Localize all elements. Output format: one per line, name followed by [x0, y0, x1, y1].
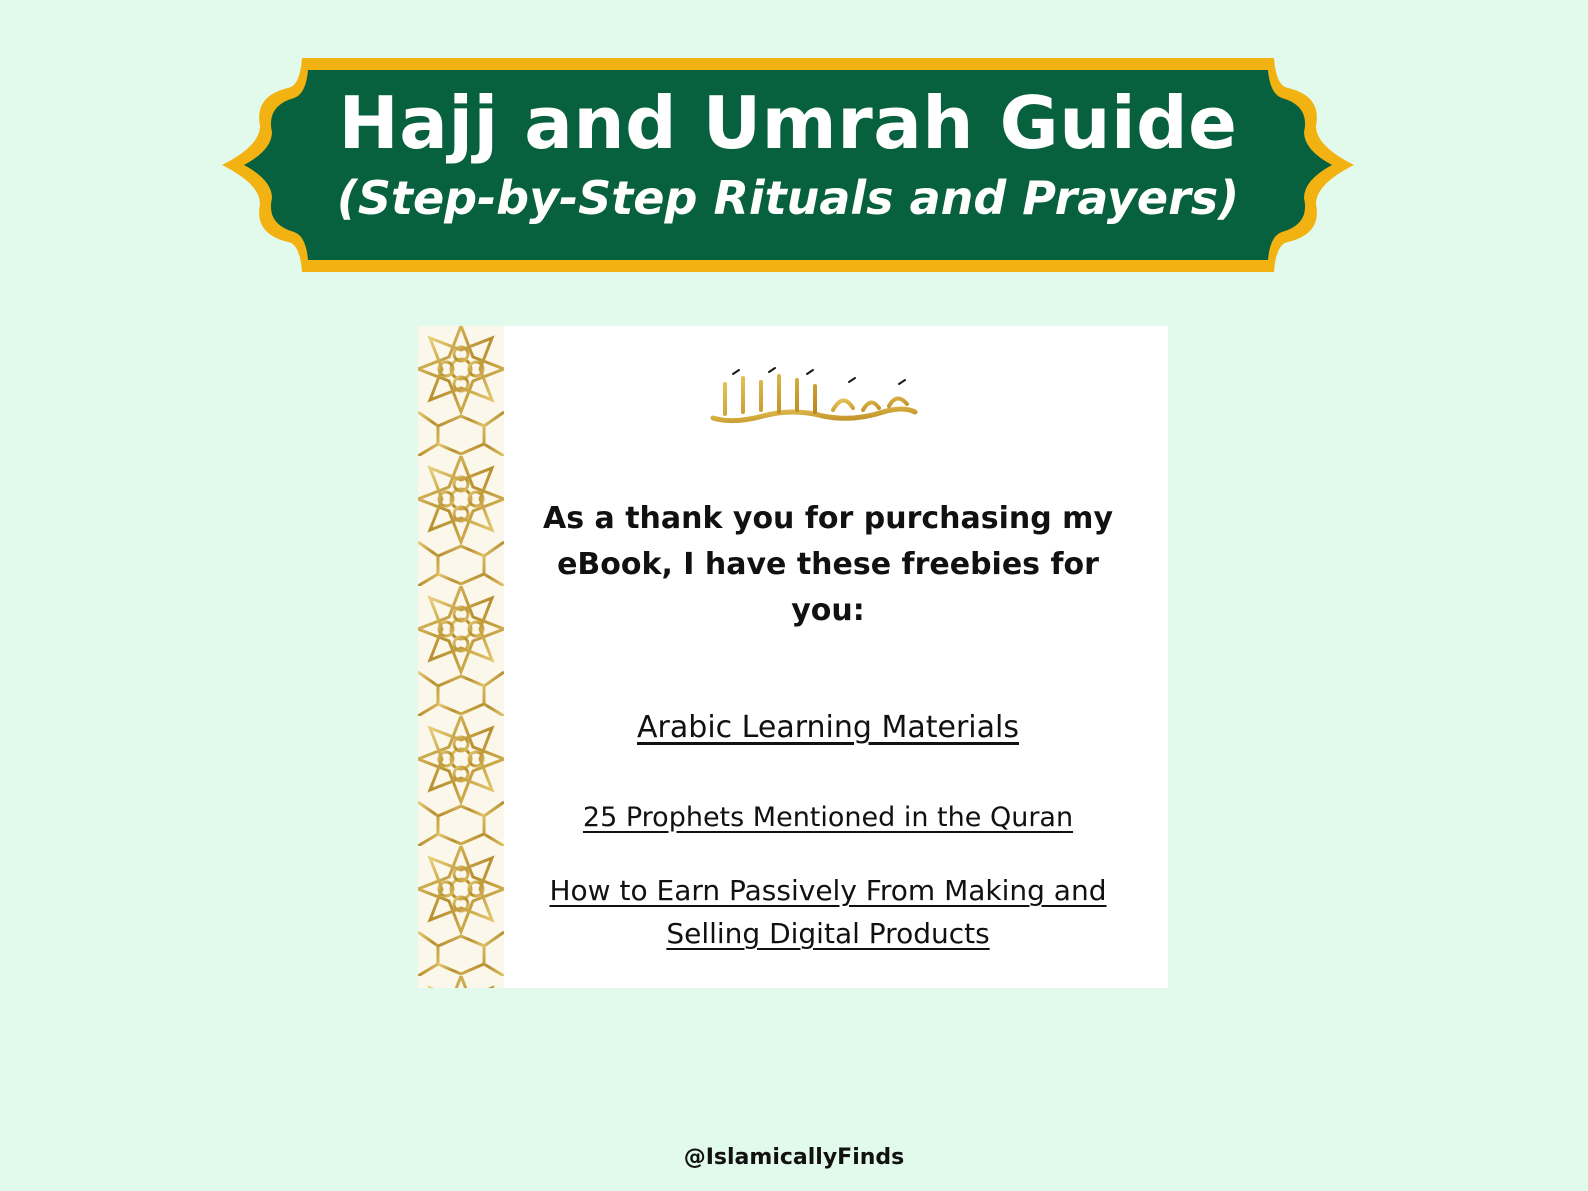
geometric-pattern-border	[418, 326, 504, 988]
banner-subtitle: (Step-by-Step Rituals and Prayers)	[336, 171, 1240, 225]
prophets-quran-link[interactable]: 25 Prophets Mentioned in the Quran	[582, 802, 1074, 833]
thank-you-message: As a thank you for purchasing my eBook, I have these freebies for you:	[542, 501, 1113, 628]
title-banner	[222, 58, 1354, 272]
arabic-learning-materials-link[interactable]: Arabic Learning Materials	[637, 710, 1019, 745]
digital-products-link[interactable]: How to Earn Passively From Making and Selling Digital Products	[549, 874, 1107, 950]
social-handle: @IslamicallyFinds	[683, 1145, 905, 1170]
banner-title: Hajj and Umrah Guide	[338, 81, 1238, 165]
bismillah-calligraphy	[703, 362, 923, 434]
freebies-card	[418, 326, 1168, 988]
